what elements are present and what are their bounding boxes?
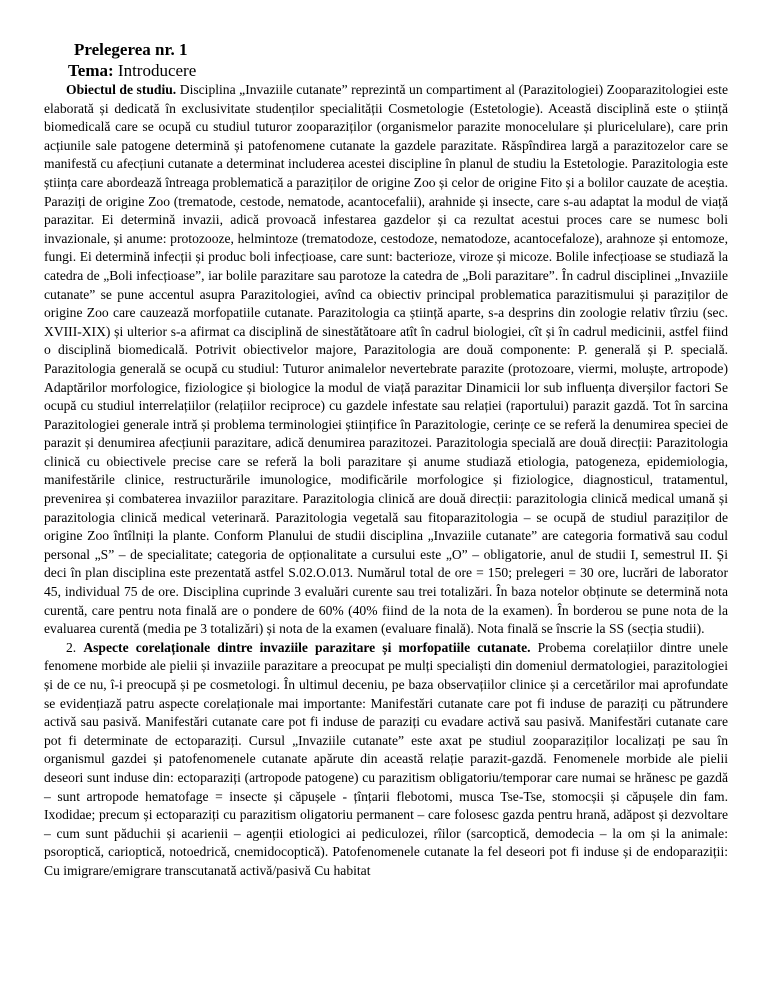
topic-line [68, 61, 728, 81]
topic-label: Tema: [68, 61, 114, 80]
section2-heading: Aspecte corelaționale dintre invaziile parazitare și morfopatiile cutanate. [83, 639, 531, 655]
topic-value: Introducere [117, 61, 197, 80]
section1-heading: Obiectul de studiu. [66, 82, 177, 97]
section2-text: Probema corelațiilor dintre unele fenomene morbide ale pielii și invaziile parazitare a preocupat pe mulți specialiști din domeniul dermatologiei, parazitologiei și de ce nu, î-i preocupă și pe cosmetologi. În ultimul deceniu, pe baza observațiilor clinice și a cercetărilor mai aprofundate se evidențiază patru aspecte corelaționale mai importante: Manifestări cutanate care pot fi induse de paraziți cu pătrundere activă sau pasivă. Manifestări cutanate care pot fi induse de paraziți cu evadare activă sau pasivă. Manifestări cutanate care pot fi determinate de ectoparaziți. Cursul „Invaziile cutanate” este axat pe studiul zooparaziților localizați pe sau în organismul gazdei și patofenomenele cutanate apărute din această relație parazit-gazdă. Fenomenele morbide ale pielii deseori sunt induse din: ectoparaziți (artropode patogene) cu parazitism obligatoriu/temporar care numai se hrănesc pe gazdă – sunt artropode hematofage = insecte și căpușele - țînțarii flebotomi, musca Tse-Tse, stomocșii și căpușele din fam. Ixodidae; precum și ectoparaziți cu parazitism oligatoriu permanent – care folosesc gazda pentru hrană, adăpost și dezvoltare – cum sunt păduchii și acarienii – agenții etiologici ai pediculozei, rîilor (sarcoptică, demodecia – la om și la animale: psoroptică, carioptică, notoedrică, cnemidocoptică). Patofenomenele cutanate la fel deseori pot fi induse și de endoparaziții: Cu imigrare/emigrare transcutanată activă/pasivă Cu habitat [44, 639, 729, 878]
lecture-title: Prelegerea nr. 1 [74, 40, 188, 59]
document-body [44, 81, 728, 881]
section1-text: Disciplina „Invaziile cutanate” reprezintă un compartiment al (Parazitologiei) Zooparazitologiei este elaborată și dedicată în exclusivitate studenților specialității Cosmetologie (Estetologie). Această disciplină este o știință biomedicală care se ocupă cu studiul tuturor zooparaziților (organismelor parazite monocelulare și pluricelulare), care prin acțiunile sale patogene determină și patofenomene cutanate la gazdele parazitate. Răspîndirea largă a parazitozelor care se manifestă cu afecțiuni cutanate a determinat includerea acestei discipline în planul de studiu la Estetologie. Parazitologia este știința care abordează întreaga problematică a paraziților de origine Zoo și celor de origine Fito și a bolilor cauzate de aceștia. Paraziți de origine Zoo (trematode, cestode, nematode, acantocefalii), arahnide și insecte, care s-au adaptat la modul de viață parazitar. Ei determină invazii, adică provoacă infestarea gazdelor și ca rezultat acestui proces care se numesc boli invazionale, și anume: protozooze, helmintoze (trematodoze, cestodoze, nematodoze, acantocefaloze), arahnoze și entomoze, fungi. Ei determină infecții și produc boli infecțioase, care sunt: bacterioze, viroze și micoze. Bolile infecțioase se studiază la catedra de „Boli infecțioase”, iar bolile parazitare sau parotoze la catedra de „Boli parazitare”. În cadrul disciplinei „Invaziile cutanate” se pune accentul asupra Parazitologiei, avînd ca obiectiv principal problematica parazitismului și paraziților de origine Zoo care cauzează morfopatiile cutanate. Parazitologia ca știință aparte, s-a desprins din zoologie relativ tîrziu (sec. XVIII-XIX) și ulterior s-a afirmat ca disciplină de sinestătătoare atît în cadrul biologiei, cît și în cadrul medicinii, astfel fiind o disciplină biomedicală. Potrivit obiectivelor majore, Parazitologia are două componente: P. generală și P. specială. Parazitologia generală se ocupă cu studiul: Tuturor animalelor nevertebrate parazite (protozoare, viermi, moluște, artropode) Adaptărilor morfologice, fiziologice și biologice la modul de viață parazitar Dinamicii lor sub influența diverșilor factori Se ocupă cu studiul interrelațiilor (relațiilor reciproce) cu gazdele infestate sau relației (raportului) parazit gazdă. Tot în sarcina Parazitologiei generale intră și problema terminologiei științifice în Parazitologie, cerințe ce se referă la denumirea speciei de parazit și denumirea afecțiunii parazitare, adică denumirea parazitozei. Parazitologia specială are două direcții: Parazitologia clinică cu obiectivele precise care se referă la boli parazitare și anume studiază etiologia, patogeneza, epidemiologia, manifestările clinice, restructurările imunologice, modificările morfologice și fiziologice, diagnosticul, tratamentul, prevenirea și combaterea invaziilor parazitare. Parazitologia clinică are două direcții: parazitologia clinică medical umană și parazitologia clinică medical veterinară. Parazitologia vegetală sau fitoparazitologia – se ocupă de studiul paraziților de origine Zoo întîlniți la plante. Conform Planului de studii disciplina „Invaziile cutanate” are categoria formativă sau codul personal „S” – de specialitate; categoria de opționalitate a cursului este „O” – obligatorie, anul de studii I, semestrul II. Și deci în plan disciplina este prezentată astfel S.02.O.013. Numărul total de ore = 150; prelegeri = 30 ore, lucrări de laborator 45, individual 75 de ore. Disciplina cuprinde 3 evaluări curente sau trei totalizări. În baza notelor obținute se determină nota curentă, care pentru nota finală are o pondere de 60% (40% fiind de la nota de la examen). În borderou se pune nota de la evaluarea curentă (media pe 3 totalizări) și nota de la examen (evaluare finală). Nota finală se înscrie la SS (secția studii). [44, 82, 728, 637]
paragraph-object-of-study [44, 81, 728, 639]
paragraph-correlational-aspects [44, 639, 728, 881]
section2-number: 2. [66, 639, 77, 655]
